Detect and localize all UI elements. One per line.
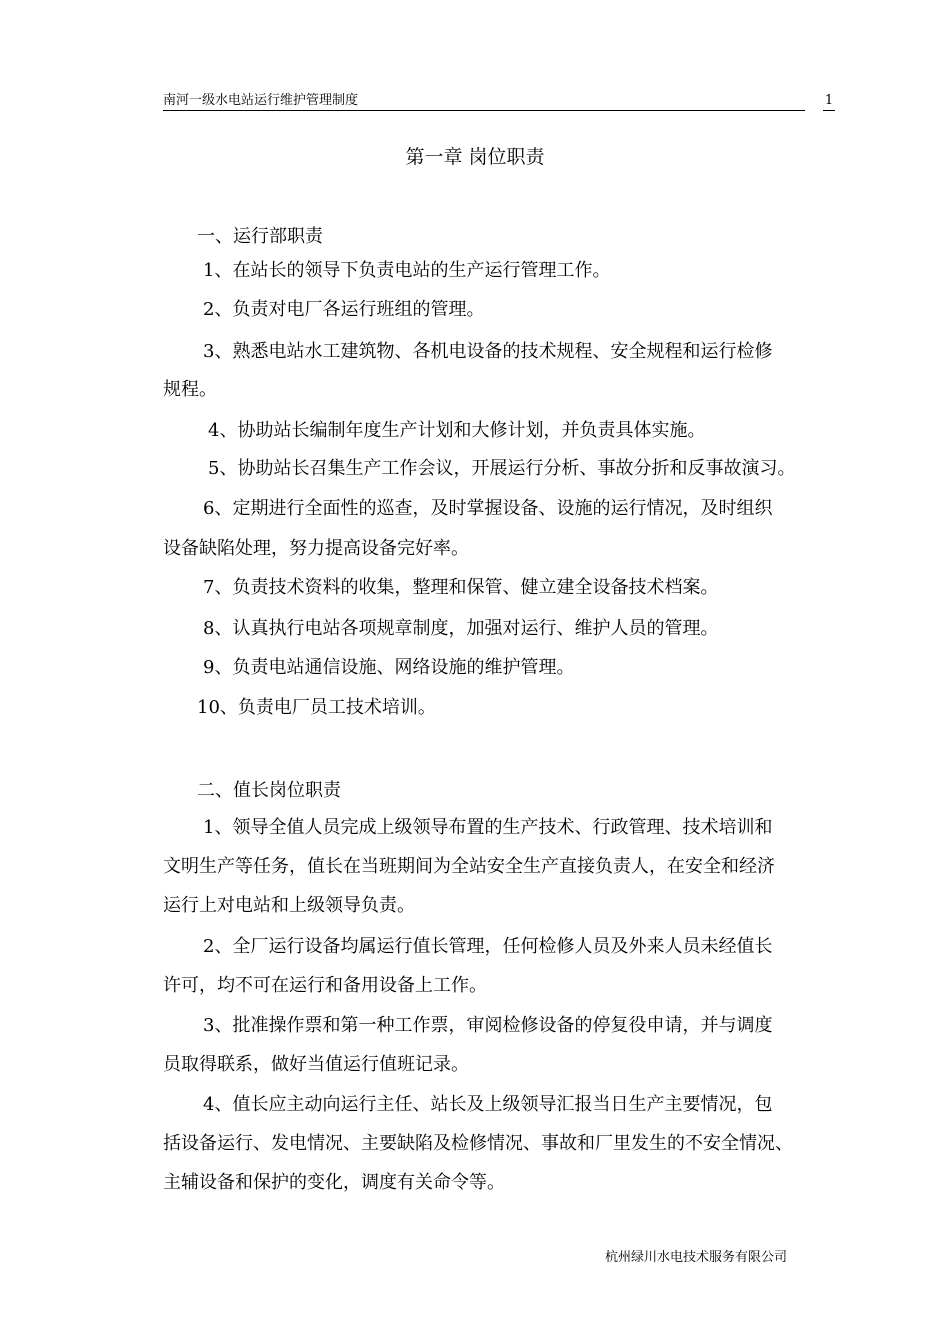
paragraph-line: 规程。 [163,379,217,400]
section-heading: 二、值长岗位职责 [197,780,341,801]
paragraph-line: 4、值长应主动向运行主任、站长及上级领导汇报当日生产主要情况，包 [203,1094,773,1115]
section-heading: 一、运行部职责 [197,226,323,247]
paragraph-line: 主辅设备和保护的变化，调度有关命令等。 [163,1172,505,1193]
paragraph-line: 5、协助站长召集生产工作会议，开展运行分析、事故分折和反事故演习。 [208,458,796,479]
paragraph-line: 10、负责电厂员工技术培训。 [197,697,436,718]
paragraph-line: 8、认真执行电站各项规章制度，加强对运行、维护人员的管理。 [203,618,719,639]
paragraph-line: 4、协助站长编制年度生产计划和大修计划，并负责具体实施。 [208,420,706,441]
paragraph-line: 9、负责电站通信设施、网络设施的维护管理。 [203,657,575,678]
page-number: 1 [823,92,835,111]
paragraph-line: 3、熟悉电站水工建筑物、各机电设备的技术规程、安全规程和运行检修 [203,341,773,362]
paragraph-line: 2、全厂运行设备均属运行值长管理，任何检修人员及外来人员未经值长 [203,936,773,957]
paragraph-line: 运行上对电站和上级领导负责。 [163,895,415,916]
paragraph-line: 括设备运行、发电情况、主要缺陷及检修情况、事故和厂里发生的不安全情况、 [163,1133,793,1154]
paragraph-line: 1、领导全值人员完成上级领导布置的生产技术、行政管理、技术培训和 [203,817,773,838]
page-header-title: 南河一级水电站运行维护管理制度 [163,92,805,111]
chapter-title: 第一章 岗位职责 [405,146,545,168]
paragraph-line: 2、负责对电厂各运行班组的管理。 [203,299,485,320]
paragraph-line: 文明生产等任务，值长在当班期间为全站安全生产直接负责人，在安全和经济 [163,856,775,877]
page-footer-company: 杭州绿川水电技术服务有限公司 [605,1250,788,1265]
paragraph-line: 7、负责技术资料的收集，整理和保管、健立建全设备技术档案。 [203,577,719,598]
paragraph-line: 6、定期进行全面性的巡查，及时掌握设备、设施的运行情况，及时组织 [203,498,773,519]
paragraph-line: 许可，均不可在运行和备用设备上工作。 [163,975,487,996]
paragraph-line: 1、在站长的领导下负责电站的生产运行管理工作。 [203,260,611,281]
paragraph-line: 3、批准操作票和第一种工作票，审阅检修设备的停复役申请，并与调度 [203,1015,773,1036]
paragraph-line: 设备缺陷处理，努力提高设备完好率。 [163,538,469,559]
paragraph-line: 员取得联系，做好当值运行值班记录。 [163,1054,469,1075]
